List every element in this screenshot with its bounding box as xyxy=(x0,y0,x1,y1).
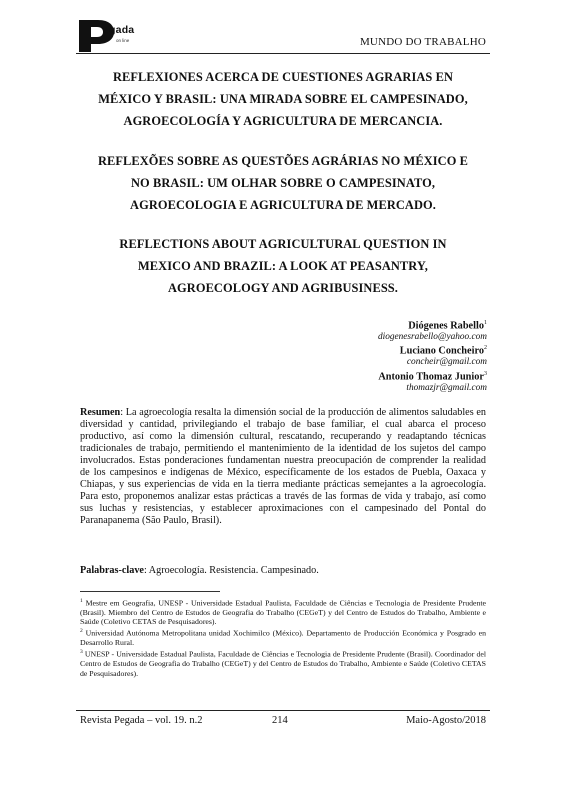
page-number: 214 xyxy=(272,715,288,726)
footnote-text: Mestre em Geografia, UNESP - Universidade Estadual Paulista, Faculdade de Ciências e Tecnologia de Presidente Prudente (Brasil). Miembro del Centro de Estudos de Geografia do Trabalho (CEGeT) y del Centro de Estudos do Trabalho, Ambiente e Saúde (Coletivo CETAS de Pesquisadores). xyxy=(80,598,486,627)
author-1 xyxy=(378,318,487,343)
logo-subtitle: on line xyxy=(116,38,130,43)
keywords xyxy=(80,565,486,577)
footnote-1 xyxy=(80,597,486,627)
abstract xyxy=(80,407,486,527)
author-3 xyxy=(378,369,487,394)
footnotes xyxy=(80,597,486,679)
title-spanish: REFLEXIONES ACERCA DE CUESTIONES AGRARIAS EN MÉXICO Y BRASIL: UNA MIRADA SOBRE EL CAMPESINADO, AGROECOLOGÍA Y AGRICULTURA DE MERCANCIA. xyxy=(98,70,468,128)
footnote-text: Universidad Autónoma Metropolitana unidad Xochimilco (México). Departamento de Producción Económica y Posgrado en Desarrollo Rural. xyxy=(80,628,486,648)
section-label: MUNDO DO TRABALHO xyxy=(359,36,486,48)
footnote-2 xyxy=(80,627,486,647)
footnote-mark: 2 xyxy=(484,345,487,352)
abstract-text: : La agroecología resalta la dimensión social de la producción de alimentos saludables en diversidad y cantidad, privilegiando el trabajo de base familiar, el cual abarca el proceso productivo, así como la dimensión cultural, rescatando, recuperando y readaptando técnicas tradicionales de trabajo, permitiendo el mantenimiento de la identidad de los sujetos del campo involucrados. Estas ponderaciones fundamentan nuestra preocupación de comprender la realidad de los campesinos e indígenas de México, específicamente de los estados de Puebla, Oaxaca y Chiapas, y sus experiencias de vida en la tierra mediante prácticas semejantes a la agroecología. Para esto, proponemos analizar estas prácticas a través de las formas de vida y trabajo, así como sus luchas y resistencias, y establecer aproximaciones con el campesinado del Pontal do Paranapanema (São Paulo, Brasil). xyxy=(80,407,486,526)
title-english: REFLECTIONS ABOUT AGRICULTURAL QUESTION IN MEXICO AND BRAZIL: A LOOK AT PEASANTRY, AGROECOLOGY AND AGRIBUSINESS. xyxy=(119,237,447,295)
footnote-3 xyxy=(80,648,486,678)
title-portuguese: REFLEXÕES SOBRE AS QUESTÕES AGRÁRIAS NO MÉXICO E NO BRASIL: UM OLHAR SOBRE O CAMPESINATO, AGROECOLOGIA E AGRICULTURA DE MERCADO. xyxy=(97,154,469,212)
footnote-divider xyxy=(80,591,220,592)
author-email: concheir@gmail.com xyxy=(406,357,487,368)
header-divider xyxy=(76,53,490,54)
author-name: Antonio Thomaz Junior xyxy=(378,371,484,383)
footer-divider xyxy=(76,710,490,711)
abstract-label: Resumen xyxy=(80,407,121,418)
author-name: Luciano Concheiro xyxy=(399,345,484,357)
issue-date: Maio-Agosto/2018 xyxy=(406,715,486,726)
journal-citation: Revista Pegada – vol. 19. n.2 xyxy=(80,715,203,726)
author-email: thomazjr@gmail.com xyxy=(406,382,487,393)
keywords-label: Palabras-clave xyxy=(80,565,144,576)
footnote-mark: 3 xyxy=(80,649,83,656)
author-email: diogenesrabello@yahoo.com xyxy=(378,331,487,342)
footnote-mark: 3 xyxy=(484,370,487,377)
author-block xyxy=(378,318,487,394)
footnote-mark: 1 xyxy=(484,320,487,326)
author-2 xyxy=(378,343,487,368)
footnote-mark: 1 xyxy=(80,598,83,604)
author-name: Diógenes Rabello xyxy=(408,320,484,332)
keywords-text: : Agroecología. Resistencia. Campesinado. xyxy=(143,565,319,576)
footnote-mark: 2 xyxy=(80,628,83,635)
footnote-text: UNESP - Universidade Estadual Paulista, Faculdade de Ciências e Tecnologia de Presidente Prudente (Brasil). Coordinador del Centro de Estudos de Geografia do Trabalho (CEGeT) y del Centro de Estudos do Trabalho, Ambiente e Saúde (Coletivo CETAS de Pesquisadores). xyxy=(80,649,486,678)
logo-wordmark: egada xyxy=(103,24,135,36)
